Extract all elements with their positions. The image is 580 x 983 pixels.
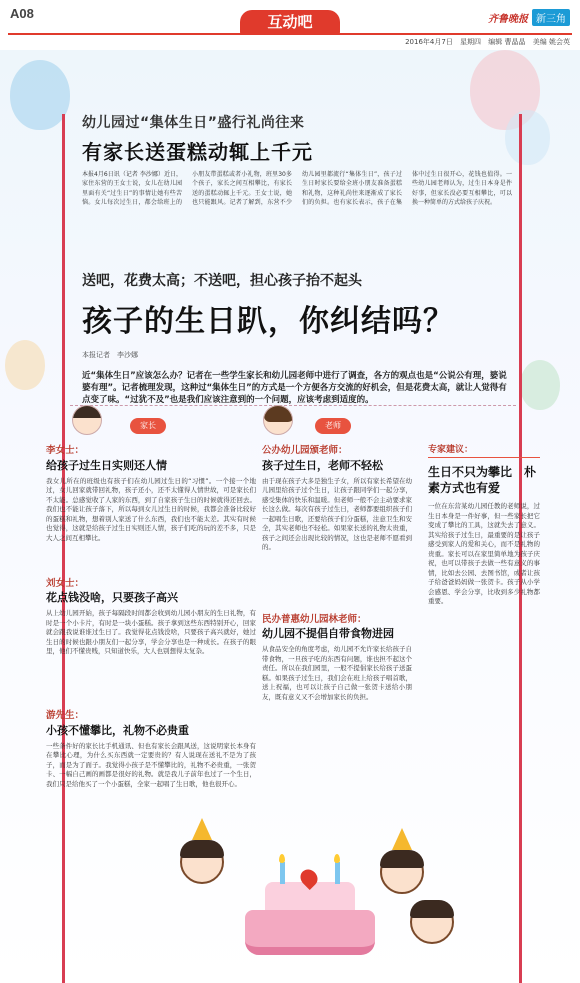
flame-icon <box>279 854 285 863</box>
balloon-icon <box>10 60 70 130</box>
article1-body: 本报4月6日讯（记者 李沙娜）近日，家住东营的王女士说，女儿在幼儿园里面有关“过生日”的事情让她有些苦恼。女儿每次过生日，都会给班上的小朋友带蛋糕或者小礼物，班里30多个孩子，家长之间互相攀比，有家长送的蛋糕动辄上千元。王女士说，她也只能跟风。记者了解到，东营不少幼儿园里都流行“集体生日”，孩子过生日时家长要给全班小朋友准备蛋糕和礼物，这种礼尚往来逐渐成了家长们的负担。也有家长表示，孩子在集体中过生日很开心，花钱也值得。一些幼儿园老师认为，过生日本身是件好事，但家长没必要互相攀比，可以换一种简单的方式给孩子庆祝。 <box>82 171 512 206</box>
teacher-quote: 幼儿园不提倡自带食物进园 <box>262 627 394 640</box>
party-hat-icon <box>392 828 412 850</box>
article2-kicker: 送吧，花费太高；不送吧，担心孩子抬不起头 <box>82 273 362 289</box>
parent-text: 一些条件好的家长比手机通讯、但也有家长会跟风送，这说明家长本身有在攀比心理，为什么买东西就一定要贵的？有人说现在送礼不是为了孩子，而是为了面子。我觉得小孩子是不懂攀比的，礼物不必贵重，一张贺卡、一幅自己画的画都是很好的礼物。就是我儿子前年也过了一个生日，我们只是给他买了一个小蛋糕，全家一起唱了生日歌，他也很开心。 <box>46 741 256 788</box>
birthday-illustration <box>150 830 470 980</box>
page-number: A08 <box>10 6 34 21</box>
parent-speaker: 刘女士： <box>46 577 85 589</box>
parent-quote: 花点钱没啥，只要孩子高兴 <box>46 591 178 604</box>
teachers-column <box>262 446 412 765</box>
article1-kicker: 幼儿园过“集体生日”盛行礼尚往来 <box>82 115 305 131</box>
dateline <box>400 37 570 47</box>
article1-title: 有家长送蛋糕动辄上千元 <box>82 140 313 164</box>
parent-quote: 给孩子过生日实则还人情 <box>46 458 167 472</box>
child-icon <box>180 840 224 884</box>
teacher-speaker: 民办普惠幼儿园林老师： <box>262 613 367 625</box>
teacher-avatar-icon <box>263 405 293 435</box>
paper-brand <box>488 8 570 26</box>
parent-text: 从上幼儿园开始，孩子每隔段时间都会收到幼儿园小朋友的生日礼物，有时是一个小卡片，有时是一块小蛋糕。孩子拿到这些东西特别开心，回家就会跟我说谁谁过生日了。我觉得花点钱没啥，只要孩子高兴就好，她过生日的时候也跟小朋友们一起分享，学会分享也是一种成长。在孩子的眼里，他们不懂贵贱，只知道快乐，大人也别想得太复杂。 <box>46 609 256 655</box>
sidebar-title: 生日不只为攀比 朴素方式也有爱 <box>428 465 537 495</box>
designer: 美编 姚会英 <box>532 38 570 46</box>
candle-icon <box>280 862 285 884</box>
article2-title: 孩子的生日趴，你纠结吗？ <box>82 304 454 339</box>
parent-quote: 小孩不懂攀比，礼物不必贵重 <box>46 723 189 737</box>
teacher-text: 由于现在孩子大多是独生子女，所以有家长希望在幼儿园里给孩子过个生日，让孩子跟同学们一起分享，感受集体的快乐和温暖。但老师一般不会主动要求家长这么做。每次有孩子过生日，老师都要组织孩子们一起唱生日歌，还要给孩子们分蛋糕，注意卫生和安全，其实老师也不轻松。如果家长送的礼物太贵重，孩子之间还会出现比较的情况，这也是老师不愿看到的。 <box>262 476 412 551</box>
article2-byline: 本报记者 李沙娜 <box>82 351 138 359</box>
sidebar-text: 一位在东营某幼儿园任教的老师说，过生日本身是一件好事，但一些家长把它变成了攀比的工具，这就失去了意义。其实给孩子过生日，最重要的是让孩子感受到家人的爱和关心，而不是礼物的贵重。家长可以在家里简单地为孩子庆祝，也可以带孩子去做一些有意义的事情，比如去公园、去图书馆，或者让孩子给爸爸妈妈做一张贺卡。孩子从小学会感恩、学会分享，比收到多少礼物都重要。 <box>428 502 540 605</box>
weekday: 星期四 <box>460 38 482 46</box>
article2-headline <box>82 270 512 360</box>
article2-lead: 近“集体生日”应该怎么办？记者在一些学生家长和幼儿园老师中进行了调查，各方的观点也是“公说公有理，婆说婆有理”。记者梳理发现，这种过“集体生日”的方式是一个方便各方交流的好机会，但是花费太高，就让人觉得有点变了味。“过犹不及”也是我们应该注意到的一个问题，应该考虑到适度的。 <box>82 371 507 405</box>
teacher-tag: 老师 <box>315 418 351 434</box>
teacher-speaker: 公办幼儿园颁老师： <box>262 445 348 456</box>
parent-speaker: 游先生： <box>46 710 85 721</box>
parent-avatar-icon <box>72 405 102 435</box>
expert-sidebar <box>428 442 540 607</box>
sidebar-label: 专家建议： <box>428 442 540 458</box>
parent-text: 我女儿所在的班级也有孩子们在幼儿园过生日的“习惯”。一个接一个地过，女儿回家就带回礼物，孩子还小，还不太懂得人情世故，可是家长们不太能。总感觉收了人家的东西，到了自家孩子生日的时候就得还回去。我们也不能让孩子落下，所以每到女儿过生日的时候，我都会准备比较好的蛋糕和礼物，想着别人家送了什么东西，我们也不能太差。其实有时候也觉得，这就是给孩子过生日实则还人情，孩子们吃的玩的差不多，只是大人之间互相攀比。 <box>46 476 256 542</box>
editor: 编辑 曹晶晶 <box>488 38 526 46</box>
child-icon <box>410 900 454 944</box>
page-header <box>0 0 580 46</box>
cake-base-icon <box>245 910 375 955</box>
parent-tag: 家长 <box>130 418 166 434</box>
child-icon <box>380 850 424 894</box>
date: 2016年4月7日 <box>405 38 453 46</box>
party-hat-icon <box>192 818 212 840</box>
parents-column <box>46 446 256 827</box>
candle-icon <box>335 862 340 884</box>
brand-name: 齐鲁晚报 <box>488 13 528 25</box>
balloon-icon <box>5 340 45 390</box>
teacher-quote: 孩子过生日，老师不轻松 <box>262 458 383 472</box>
teacher-text: 从食品安全的角度考虑，幼儿园不允许家长给孩子自带食物，一旦孩子吃的东西有问题，谁也担不起这个责任。所以在我们园里，一般不提倡家长给孩子送蛋糕。如果孩子过生日，我们会在班上给孩子唱首歌，送上祝福，也可以让孩子自己做一张贺卡送给小朋友，既有意义又不会增加家长的负担。 <box>262 645 412 701</box>
article1-headline <box>82 112 512 165</box>
divider <box>70 405 516 406</box>
flame-icon <box>334 854 340 863</box>
balloon-icon <box>520 360 560 410</box>
section-tab: 互动吧 <box>240 10 340 34</box>
parent-speaker: 李女士： <box>46 445 85 456</box>
header-rule <box>8 33 572 35</box>
brand-series: 新三角 <box>532 9 570 26</box>
